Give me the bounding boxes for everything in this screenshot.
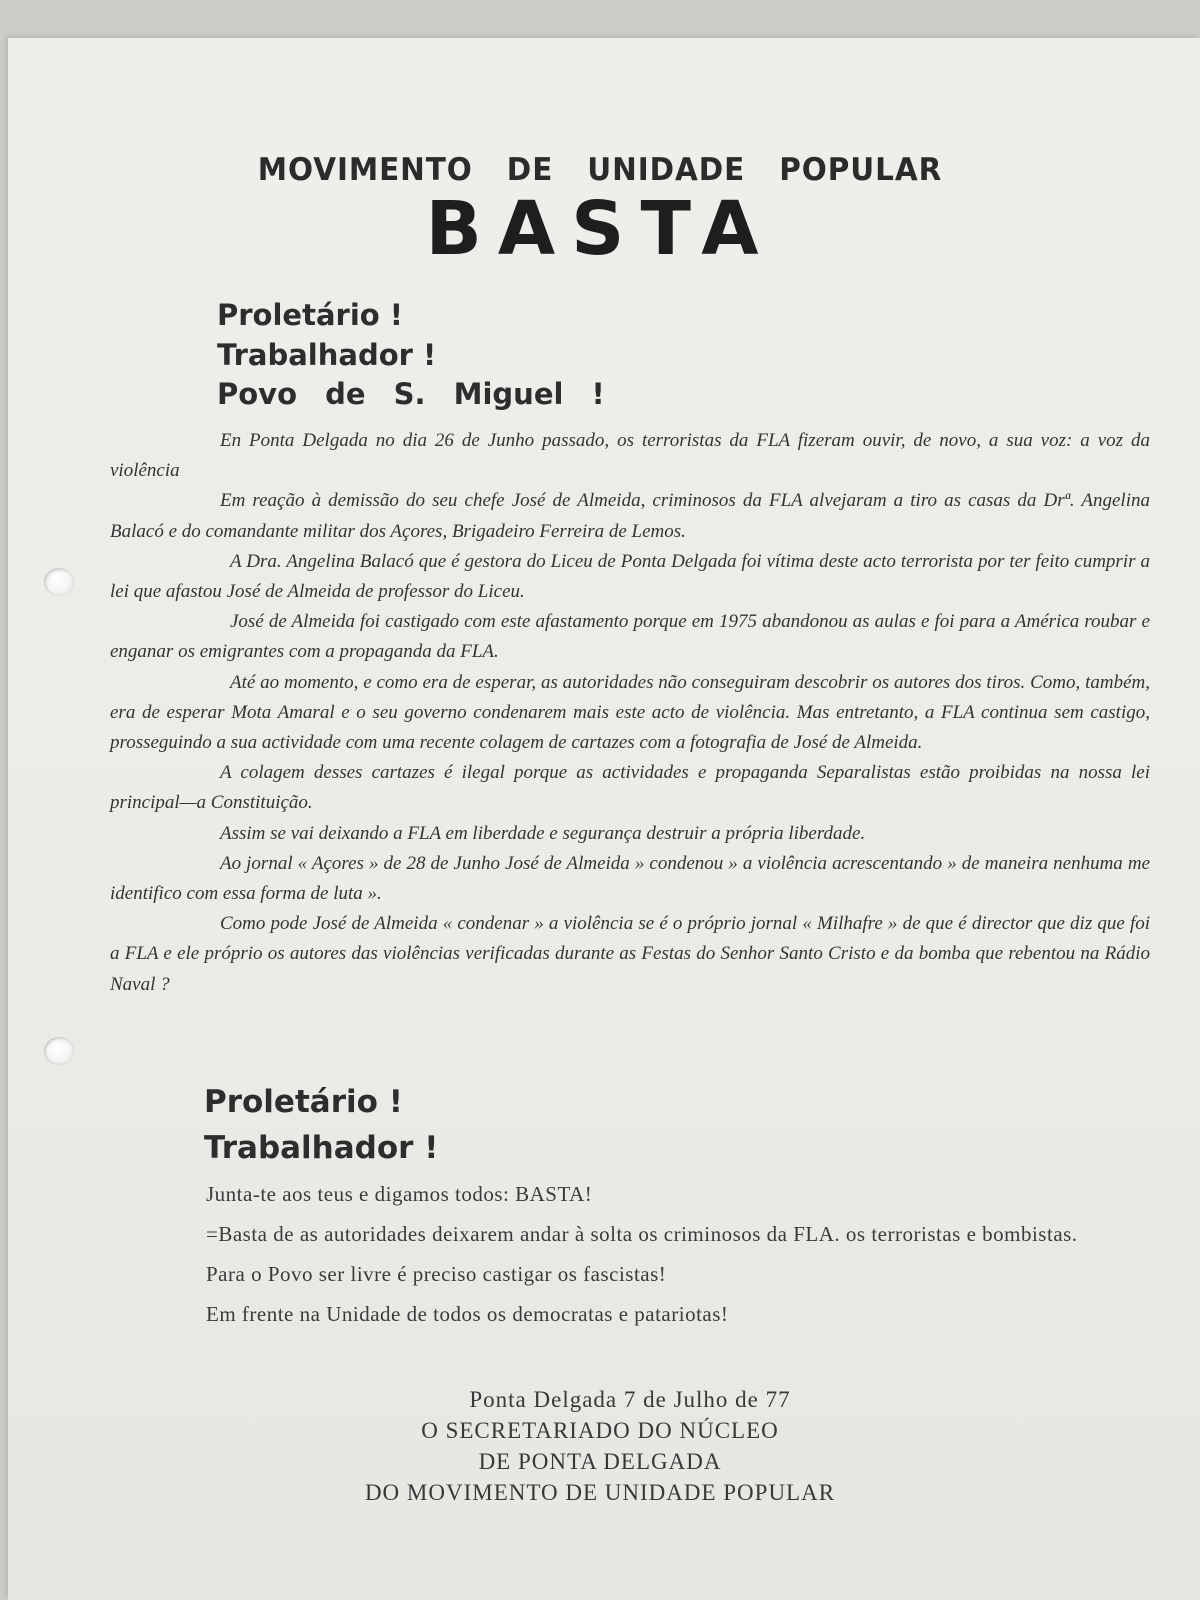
body-paragraph: Assim se vai deixando a FLA em liberdade e segurança destruir a própria liberdade. bbox=[220, 822, 866, 844]
appeal-line: Proletário ! bbox=[217, 298, 404, 332]
body-paragraph: Ao jornal « Açores » de 28 de Junho José de Almeida » condenou » a violência acrescentando » de maneira nenhuma me identifico com essa forma de luta ». bbox=[110, 852, 1150, 905]
movement-heading: MOVIMENTO DE UNIDADE POPULAR bbox=[257, 152, 943, 188]
signature-line: DE PONTA DELGADA bbox=[478, 1449, 722, 1474]
appeal-line: Povo de S. Miguel ! bbox=[217, 377, 605, 411]
closing-line: Para o Povo ser livre é preciso castigar os fascistas! bbox=[206, 1262, 667, 1286]
closing-block bbox=[110, 1174, 1150, 1334]
appeal-line: Trabalhador ! bbox=[204, 1130, 439, 1166]
closing-line: Junta-te aos teus e digamos todos: BASTA! bbox=[206, 1182, 593, 1206]
signature-line: DO MOVIMENTO DE UNIDADE POPULAR bbox=[364, 1480, 836, 1505]
closing-line: Em frente na Unidade de todos os democratas e patariotas! bbox=[206, 1302, 729, 1326]
signature-line: O SECRETARIADO DO NÚCLEO bbox=[421, 1418, 779, 1443]
leaflet-body bbox=[110, 426, 1150, 1000]
appeal-line: Proletário ! bbox=[204, 1084, 403, 1120]
page-title: BASTA bbox=[425, 186, 775, 272]
signature-date: Ponta Delgada 7 de Julho de 77 bbox=[469, 1387, 791, 1412]
punch-hole bbox=[44, 568, 74, 596]
punch-hole bbox=[44, 1037, 74, 1065]
body-paragraph: Até ao momento, e como era de esperar, as autoridades não conseguiram descobrir os autores dos tiros. Como, também, era de esperar Mota Amaral e o seu governo condenarem mais este acto de violência. Mas entretanto, a FLA continua sem castigo, prosseguindo a sua actividade com uma recente colagem de cartazes com a fotografia de José de Almeida. bbox=[110, 671, 1150, 754]
body-paragraph: José de Almeida foi castigado com este afastamento porque em 1975 abandonou as aulas e foi para a América roubar e enganar os emigrantes com a propaganda da FLA. bbox=[110, 611, 1150, 663]
body-paragraph: Em reação à demissão do seu chefe José de Almeida, criminosos da FLA alvejaram a tiro as casas da Drª. Angelina Balacó e do comandante militar dos Açores, Brigadeiro Ferreira de Lemos. bbox=[110, 490, 1150, 542]
body-paragraph: En Ponta Delgada no dia 26 de Junho passado, os terroristas da FLA fizeram ouvir, de novo, a sua voz: a voz da violência bbox=[110, 430, 1150, 482]
appeal-line: Trabalhador ! bbox=[217, 338, 437, 372]
body-paragraph: A Dra. Angelina Balacó que é gestora do Liceu de Ponta Delgada foi vítima deste acto terrorista por ter feito cumprir a lei que afastou José de Almeida de professor do Liceu. bbox=[110, 550, 1150, 603]
body-paragraph: Como pode José de Almeida « condenar » a violência se é o próprio jornal « Milhafre » de que é director que diz que foi a FLA e ele próprio os autores das violências verificadas durante as Festas do Senhor Santo Cristo e da bomba que rebentou na Rádio Naval ? bbox=[110, 913, 1150, 995]
signature-block bbox=[0, 1384, 1200, 1508]
closing-line: =Basta de as autoridades deixarem andar à solta os criminosos da FLA. os terroristas e bombistas. bbox=[206, 1222, 1078, 1246]
body-paragraph: A colagem desses cartazes é ilegal porque as actividades e propaganda Separalistas estão proibidas na nossa lei principal—a Constituição. bbox=[110, 762, 1150, 814]
